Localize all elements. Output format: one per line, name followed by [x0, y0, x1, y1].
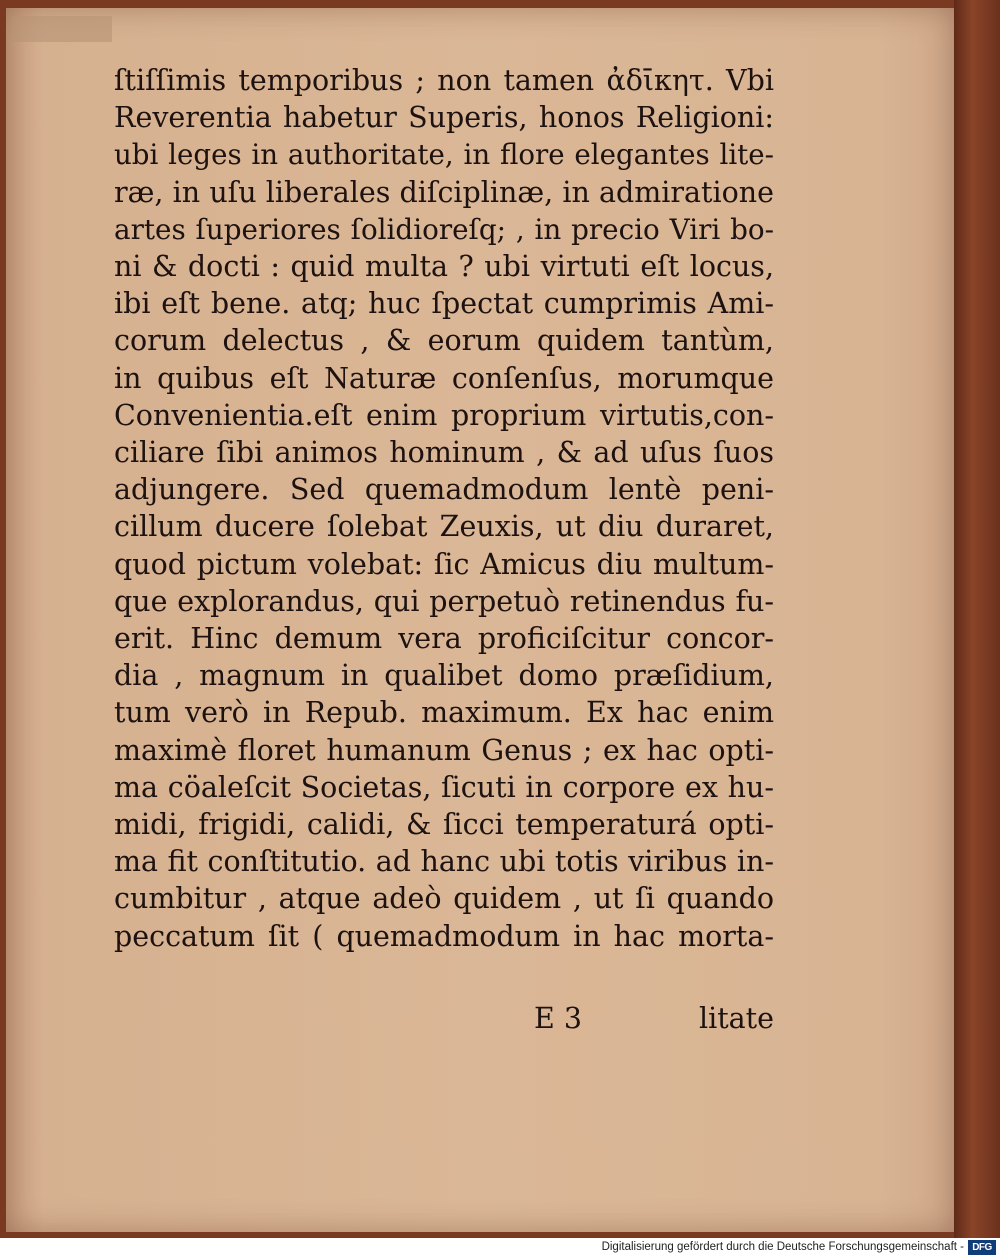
body-text — [114, 62, 774, 955]
funding-credit: Digitalisierung gefördert durch die Deutsche Forschungsgemeinschaft - — [601, 1241, 964, 1253]
book-edge — [954, 0, 1000, 1238]
text-line: ma cöaleſcit Societas, ſicuti in corpore ex hu- — [114, 770, 774, 804]
text-line: Reverentia habetur Superis, honos Religioni: — [114, 101, 774, 135]
text-line: ni & docti : quid multa ? ubi virtuti eſt locus, — [114, 250, 774, 284]
text-line: peccatum ſit ( quemadmodum in hac morta- — [114, 919, 774, 953]
catchword: litate — [699, 1002, 774, 1035]
text-line: Convenientia.eſt enim proprium virtutis,con- — [114, 398, 774, 432]
text-line: que explorandus, qui perpetuò retinendus fu- — [114, 584, 774, 618]
text-line: ciliare ſibi animos hominum , & ad uſus ſuos — [114, 436, 774, 470]
text-line: midi, frigidi, calidi, & ſicci temperaturá opti- — [114, 808, 774, 842]
credit-bar — [0, 1238, 1000, 1259]
text-line: dia , magnum in qualibet domo præſidium, — [114, 659, 774, 693]
text-line: ubi leges in authoritate, in flore elegantes lite- — [114, 138, 774, 172]
page-corner-stain — [12, 16, 112, 42]
text-line: in quibus eſt Naturæ conſenſus, morumque — [114, 361, 774, 395]
text-line: ræ, in uſu liberales diſciplinæ, in admiratione — [114, 175, 774, 209]
text-line: ma fit conſtitutio. ad hanc ubi totis viribus in- — [114, 845, 774, 879]
page-footer — [114, 1002, 774, 1042]
text-line: cillum ducere ſolebat Zeuxis, ut diu duraret, — [114, 510, 774, 544]
dfg-logo-icon[interactable]: DFG — [968, 1240, 996, 1255]
text-line: quod pictum volebat: ſic Amicus diu multum- — [114, 547, 774, 581]
text-line: maximè floret humanum Genus ; ex hac opti- — [114, 733, 774, 767]
text-line: corum delectus , & eorum quidem tantùm, — [114, 324, 774, 358]
text-line: artes ſuperiores ſolidioreſq; , in precio Viri bo- — [114, 212, 774, 246]
signature-mark: E 3 — [534, 1002, 582, 1035]
text-line: erit. Hinc demum vera proficiſcitur concor- — [114, 622, 774, 656]
text-line: tum verò in Repub. maximum. Ex hac enim — [114, 696, 774, 730]
text-line: ſtiſſimis temporibus ; non tamen ἀδῑκητ. Vbi — [114, 64, 774, 97]
text-line: cumbitur , atque adeò quidem , ut ſi quando — [114, 882, 774, 916]
text-line: adjungere. Sed quemadmodum lentè peni- — [114, 473, 774, 507]
text-line: ibi eſt bene. atq; huc ſpectat cumprimis Ami- — [114, 287, 774, 321]
